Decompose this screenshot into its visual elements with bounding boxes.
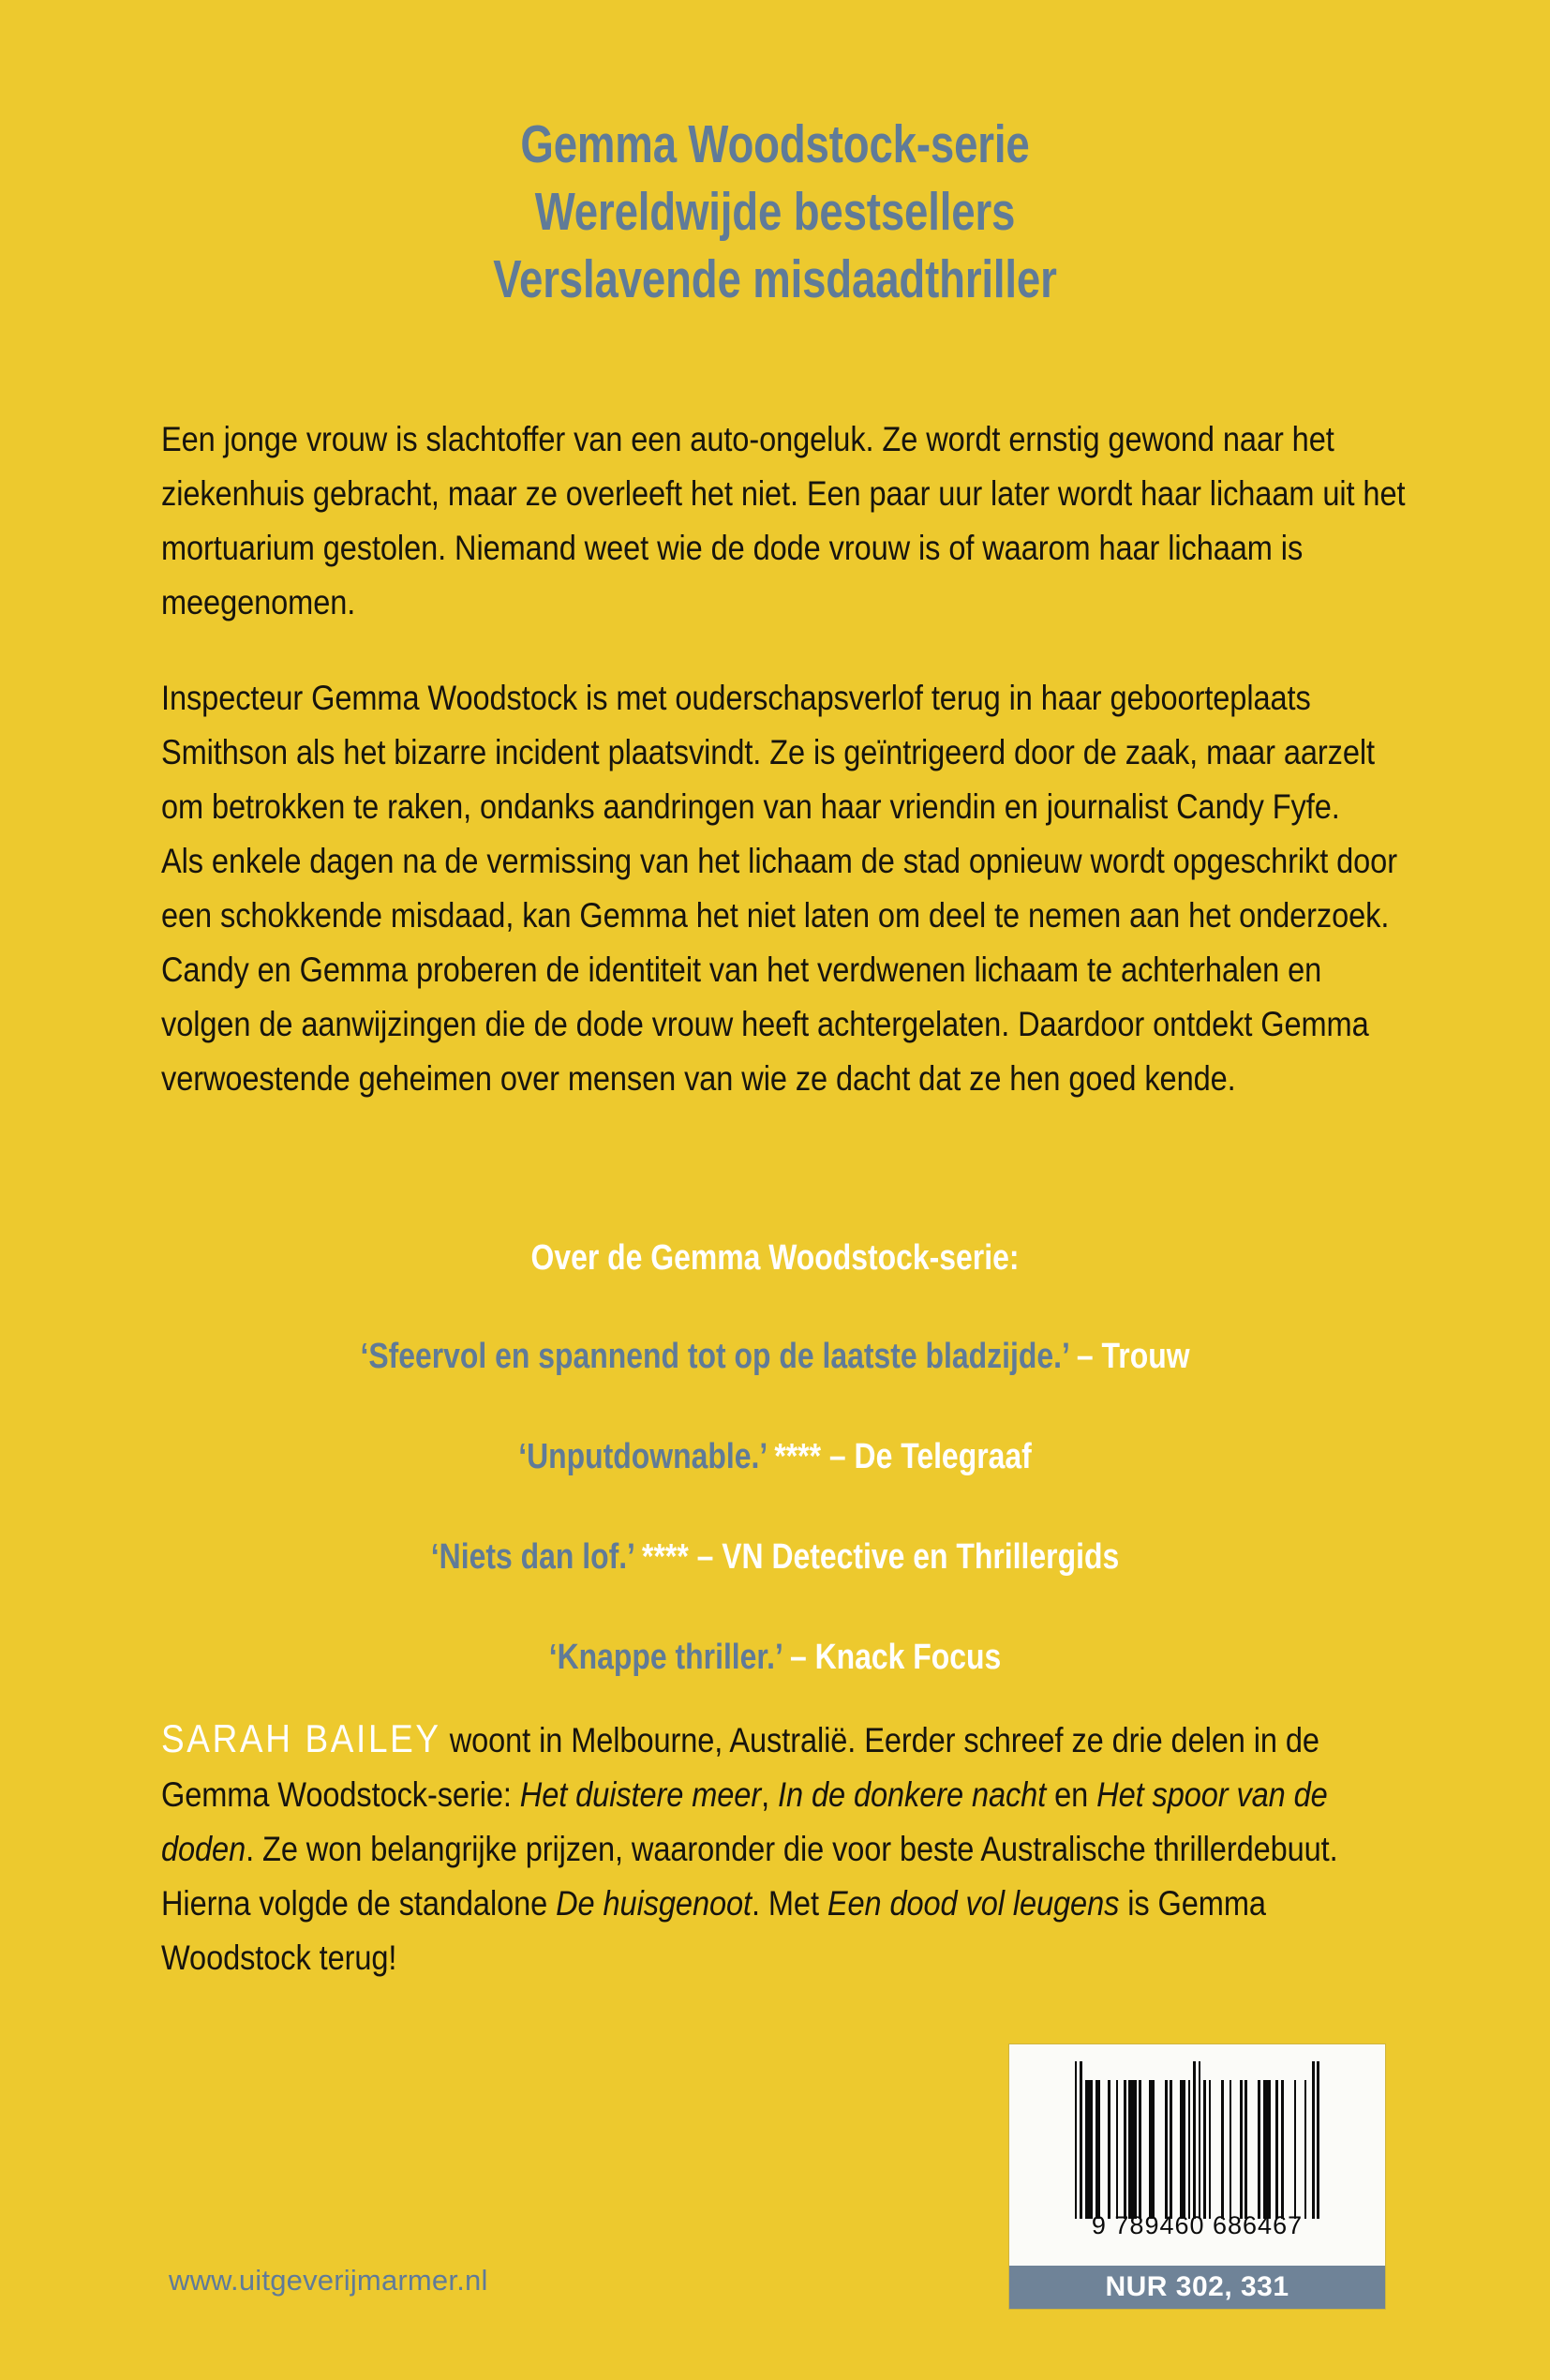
praise-quote-1-source: – Trouw [1076, 1337, 1190, 1376]
praise-block [0, 1235, 1550, 1680]
barcode-bars [1075, 2061, 1320, 2219]
bio-book-title-3: Het spoor van de doden [161, 1775, 1328, 1868]
bio-book-title-2: In de donkere nacht [778, 1775, 1047, 1814]
barcode-bar [1263, 2080, 1271, 2219]
praise-quote-1-text: ‘Sfeervol en spannend tot op de laatste bladzijde.’ [360, 1337, 1069, 1376]
bio-segment-4: . Ze won belangrijke prijzen, waaronder die voor beste Australische thrillerdebuut. Hierna volgde de standalone [161, 1830, 1338, 1923]
bio-book-title-4: De huisgenoot [556, 1884, 752, 1923]
barcode-bar [1231, 2061, 1239, 2219]
barcode-bar [1296, 2061, 1304, 2219]
blurb-paragraph-1: Een jonge vrouw is slachtoffer van een auto-ongeluk. Ze wordt ernstig gewond naar het ziekenhuis gebracht, maar ze overleeft het niet. Een paar uur later wordt haar lichaam uit het mortuarium gestolen. Niemand weet wie de dode vrouw is of waarom haar lichaam is meegenomen. [161, 420, 1406, 621]
author-bio-text [161, 1712, 1408, 1985]
barcode-bar [1211, 2061, 1221, 2219]
author-bio-block [161, 1712, 1408, 1985]
barcode-block [1009, 2044, 1385, 2309]
bio-segment-3: en [1046, 1775, 1097, 1814]
praise-quote-2-stars: **** [774, 1437, 822, 1476]
blurb-paragraph-3: Als enkele dagen na de vermissing van het lichaam de stad opnieuw wordt opgeschrikt door een schokkende misdaad, kan Gemma het niet laten om deel te nemen aan het onderzoek. Candy en Gemma proberen de identiteit van het verdwenen lichaam te achterhalen en volgen de aanwijzingen die de dode vrouw heeft achtergelaten. Daardoor ontdekt Gemma verwoestende geheimen over mensen van wie ze dacht dat ze hen goed kende. [161, 842, 1397, 1098]
barcode-bar [1317, 2061, 1319, 2219]
nur-code-bar [1009, 2266, 1385, 2309]
barcode-bar [1100, 2061, 1108, 2219]
barcode-bar [1141, 2061, 1149, 2219]
barcode-bar [1247, 2061, 1258, 2219]
headline-block [0, 111, 1550, 313]
barcode-bar [1155, 2061, 1165, 2219]
barcode-bar [1284, 2061, 1294, 2219]
headline-line-1: Gemma Woodstock-serie [520, 114, 1030, 174]
praise-title: Over de Gemma Woodstock-serie: [530, 1238, 1020, 1278]
blurb-block [161, 412, 1408, 1106]
praise-quote-2-text: ‘Unputdownable.’ [518, 1437, 767, 1476]
praise-quote-3-source: – VN Detective en Thrillergids [696, 1537, 1120, 1577]
author-name: SARAH BAILEY [161, 1716, 441, 1760]
blurb-paragraph-2: Inspecteur Gemma Woodstock is met ouderschapsverlof terug in haar geboorteplaats Smithson als het bizarre incident plaatsvindt. Ze is geïntrigeerd door de zaak, maar aarzelt om betrokken te raken, ondanks aandringen van haar vriendin en journalist Candy Fyfe. [161, 679, 1375, 826]
bio-segment-1: woont in Melbourne, Australië. Eerder schreef ze drie delen in de Gemma Woodstock-serie: [161, 1721, 1319, 1814]
barcode-isbn-digits: 9 789460 686467 [1091, 2211, 1304, 2239]
bio-book-title-1: Het duistere meer [519, 1775, 762, 1814]
bio-segment-2: , [761, 1775, 779, 1814]
praise-quote-4-source: – Knack Focus [789, 1638, 1002, 1677]
barcode-bar [1172, 2061, 1180, 2219]
publisher-url[interactable]: www.uitgeverijmarmer.nl [169, 2264, 488, 2297]
praise-quote-3-text: ‘Niets dan lof.’ [430, 1537, 634, 1577]
barcode-bar [1085, 2080, 1093, 2219]
praise-quote-4-text: ‘Knappe thriller.’ [548, 1638, 782, 1677]
praise-quote-2-source: – De Telegraaf [828, 1437, 1032, 1476]
praise-quote-2 [124, 1434, 1425, 1479]
headline-line-3: Verslavende misdaadthriller [493, 249, 1057, 309]
bio-book-title-5: Een dood vol leugens [827, 1884, 1120, 1923]
bio-segment-6: is Gemma Woodstock terug! [161, 1884, 1266, 1977]
nur-code-label: NUR 302, 331 [1105, 2271, 1289, 2302]
praise-quote-3 [124, 1534, 1425, 1579]
praise-quote-4 [124, 1635, 1425, 1680]
bio-segment-5: . Met [751, 1884, 827, 1923]
headline-line-2: Wereldwijde bestsellers [534, 182, 1016, 242]
praise-quote-3-stars: **** [642, 1537, 689, 1577]
barcode-bar [1128, 2080, 1136, 2219]
praise-quote-1 [124, 1334, 1425, 1379]
